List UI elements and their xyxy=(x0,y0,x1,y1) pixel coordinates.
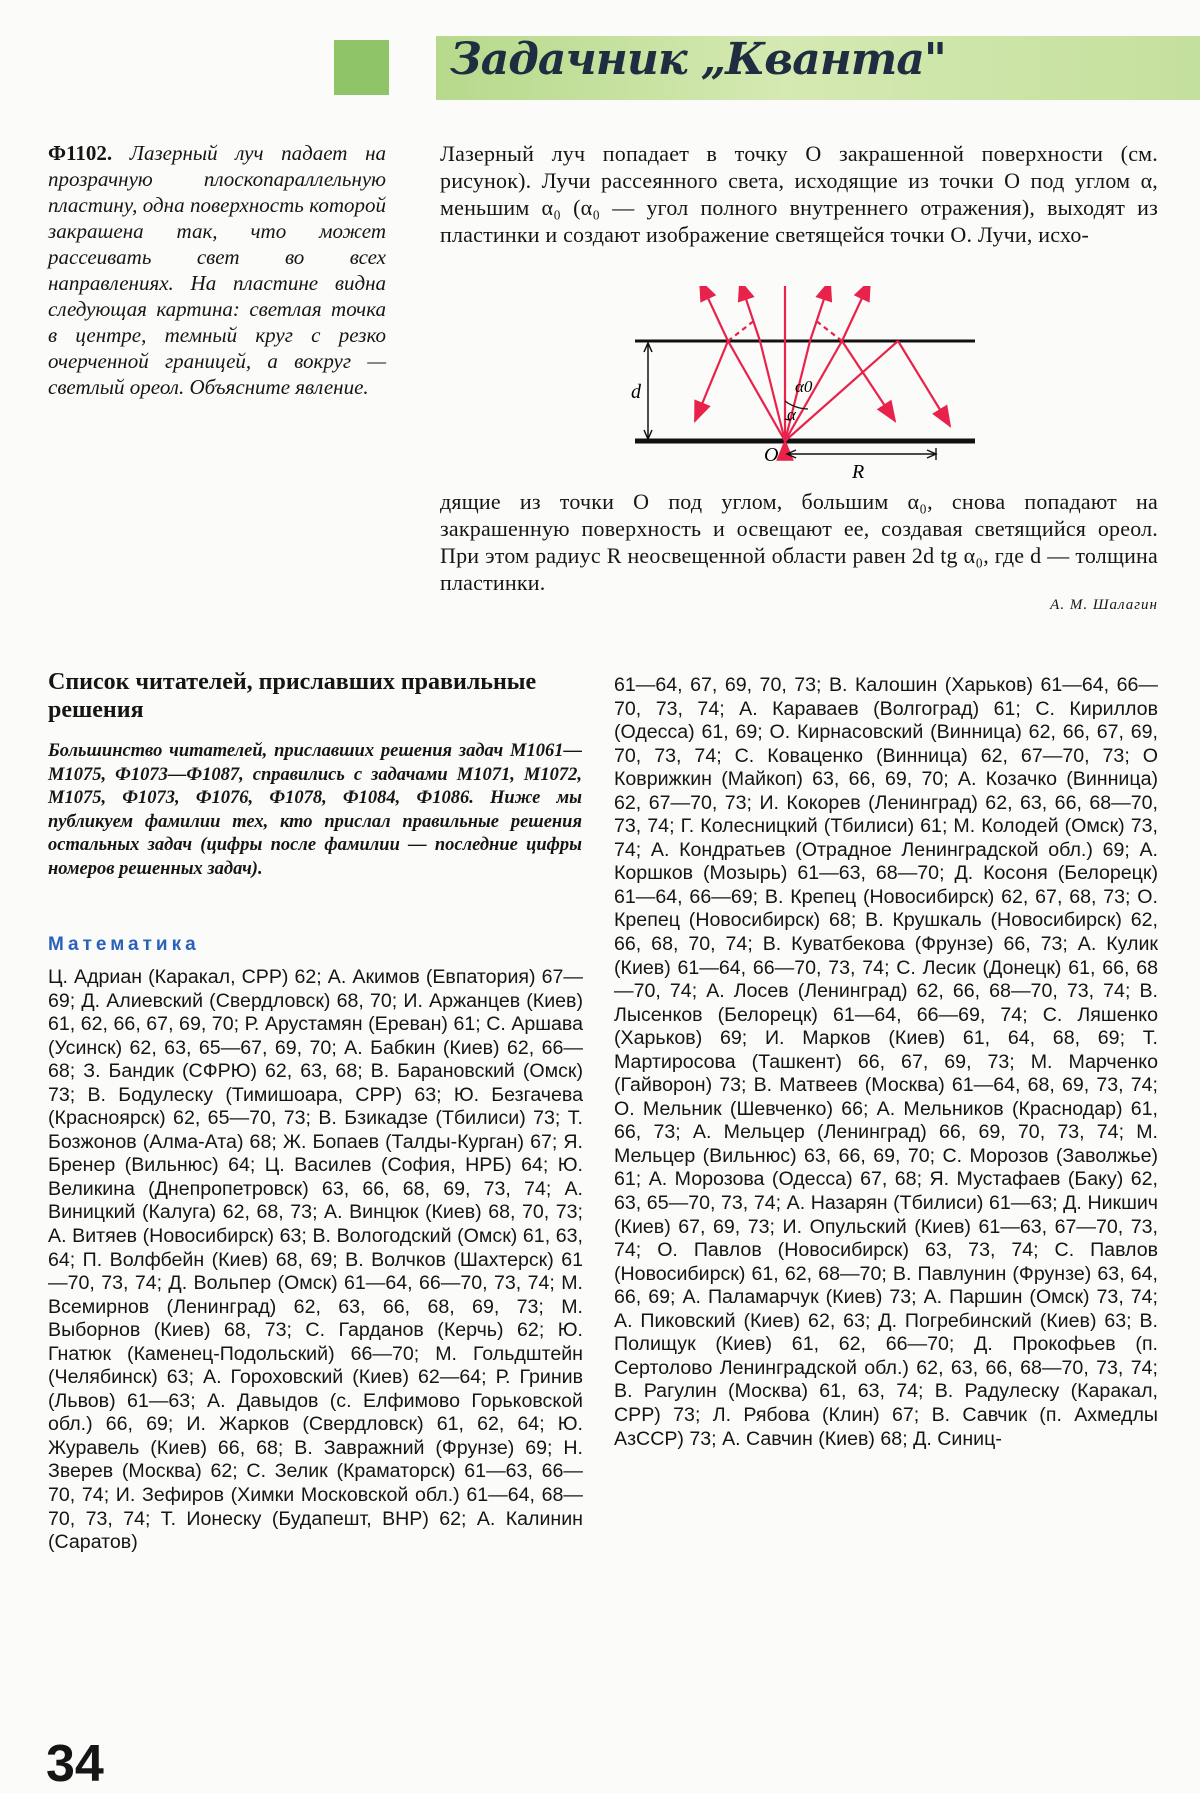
problem-text: Лазерный луч падает на прозрачную плоскопараллельную пластину, одна поверхность которой закрашена так, что может рассеивать свет во всех направлениях. На пластине видна следующая картина: светлая точка в центре, темный круг с резко очерченной границей, а вокруг — светлый ореол. Объясните явление. xyxy=(48,141,386,399)
label-d: d xyxy=(631,381,641,403)
ray-exiting-left-outer xyxy=(740,286,760,341)
label-O: O xyxy=(764,444,779,466)
figure xyxy=(600,286,980,491)
ray-exiting-right-outer xyxy=(810,286,830,341)
section-title: Задачник „Кванта" xyxy=(450,34,946,85)
ray-dashed-right xyxy=(815,320,842,341)
readers-column-right: 61—64, 67, 69, 70, 73; В. Калошин (Харьков) 61—64, 66—70, 73, 74; А. Караваев (Волгоград) 61; С. Кириллов (Одесса) 61, 69; О. Кирнасовский (Винница) 62, 66, 67, 69, 70, 73, 74; С. Коваценко (Винница) 62, 67—70, 73; О Коврижкин (Майкоп) 63, 66, 69, 70; А. Козачко (Винница) 62, 67—70, 73; И. Кокорев (Ленинград) 62, 63, 66, 68—70, 73, 74; Г. Колесницкий (Тбилиси) 61; М. Колодей (Омск) 73, 74; А. Кондратьев (Отрадное Ленинградской обл.) 69; А. Коршков (Мозырь) 61—63, 68—70; Д. Косоня (Белорецк) 61—64, 66—69; В. Крепец (Новосибирск) 62, 67, 68, 73; О. Крепец (Новосибирск) 68; В. Крушкаль (Новосибирск) 62, 66, 68, 70, 74; В. Куватбекова (Фрунзе) 66, 73; А. Кулик (Киев) 61—64, 66—70, 73, 74; С. Лесик (Донецк) 61, 66, 68—70, 74; А. Лосев (Ленинград) 62, 66, 68—70, 73, 74; В. Лысенков (Белорецк) 61—64, 66—69, 74; С. Ляшенко (Харьков) 69; И. Марков (Киев) 61, 64, 68, 69; Т. Мартиросова (Ташкент) 66, 67, 69, 73; М. Марченко (Гайворон) 73; В. Матвеев (Москва) 61—64, 68, 69, 73, 74; О. Мельник (Шевченко) 66; А. Мельников (Краснодар) 61, 66, 73; А. Мельцер (Ленинград) 66, 69, 70, 73, 74; М. Мельцер (Вильнюс) 63, 66, 69, 70; С. Морозов (Заволжье) 61; А. Морозова (Одесса) 67, 68; Я. Мустафаев (Баку) 62, 63, 65—70, 73, 74; А. Назарян (Тбилиси) 61—63; Д. Никшич (Киев) 67, 69, 73; И. Опульский (Киев) 61—63, 67—70, 73, 74; О. Павлов (Новосибирск) 63, 73, 74; С. Павлов (Новосибирск) 61, 62, 68—70; В. Павлунин (Фрунзе) 63, 64, 66, 69; А. Паламарчук (Киев) 73; А. Паршин (Омск) 73, 74; А. Пиковский (Киев) 62, 63; Д. Погребинский (Киев) 63; В. Полищук (Киев) 61, 62, 66—70; Д. Прокофьев (п. Сертолово Ленинградской обл.) 62, 63, 66, 68—70, 73, 74; В. Рагулин (Москва) 61, 63, 74; В. Радулеску (Каракал, СРР) 73; Л. Рябова (Клин) 67; В. Савчик (п. Ахмедлы АзССР) 73; А. Савчин (Киев) 68; Д. Синиц- xyxy=(614,674,1158,1450)
readers-list-intro: Большинство читателей, приславших решения задач М1061—М1075, Ф1073—Ф1087, справились с задачами М1071, М1072, М1075, Ф1073, Ф1076, Ф1078, Ф1084, Ф1086. Ниже мы публикуем фамилии тех, кто прислал правильные решения остальных задач (цифры после фамилии — последние цифры номеров решенных задач). xyxy=(48,741,582,879)
ray-reflected-right-down xyxy=(842,341,895,421)
ray-reflected-left-down xyxy=(695,341,728,421)
ray-reflected-right-up xyxy=(785,341,842,441)
problem-number: Ф1102. xyxy=(48,141,113,165)
ray-escaping-left xyxy=(700,286,728,341)
ray-escaping-right xyxy=(842,286,870,341)
problem-statement xyxy=(48,140,386,400)
label-R: R xyxy=(852,461,865,483)
ray-dashed-left xyxy=(728,320,755,341)
readers-list-title: Список читателей, приславших правильные решения xyxy=(48,669,537,723)
ray-reflected-left-up xyxy=(728,341,785,441)
header-green-block xyxy=(334,40,389,95)
ray-diagram xyxy=(600,286,980,486)
ray-far-right-down xyxy=(898,341,950,426)
math-section-heading: Математика xyxy=(48,934,200,955)
page-number: 34 xyxy=(46,1735,104,1793)
label-alpha0: α0 xyxy=(795,377,813,396)
solution-part-2: дящие из точки O под углом, большим α₀, снова попадают на закрашенную поверхность и освещают ее, создавая светящийся ореол. При этом радиус R неосвещенной области равен 2d tg α₀, где d — толщина пластинки. xyxy=(440,489,1158,595)
ray-exiting-left-inner xyxy=(760,341,785,441)
label-alpha: α xyxy=(787,405,796,424)
solution-part-1: Лазерный луч попадает в точку O закрашенной поверхности (см. рисунок). Лучи рассеянного света, исходящие из точки O под углом α, меньшим α₀ (α₀ — угол полного внутреннего отражения), выходят из пластинки и создают изображение светящейся точки O. Лучи, исхо- xyxy=(440,141,1158,247)
solution-author: А. М. Шалагин xyxy=(1050,597,1158,613)
readers-column-left: Ц. Адриан (Каракал, СРР) 62; А. Акимов (Евпатория) 67—69; Д. Алиевский (Свердловск) 68, 70; И. Аржанцев (Киев) 61, 62, 66, 67, 69, 70; Р. Арустамян (Ереван) 61; С. Аршава (Усинск) 62, 63, 65—67, 69, 70; А. Бабкин (Киев) 62, 66—68; З. Бандик (СФРЮ) 62, 63, 68; В. Барановский (Омск) 73; В. Бодулеску (Тимишоара, СРР) 63; Ю. Безгачева (Красноярск) 62, 65—70, 73; В. Бзикадзе (Тбилиси) 73; Т. Бозжонов (Алма-Ата) 68; Ж. Бопаев (Талды-Курган) 67; Я. Бренер (Вильнюс) 64; Ц. Василев (София, НРБ) 64; Ю. Великина (Днепропетровск) 63, 66, 68, 69, 73, 74; А. Виницкий (Калуга) 62, 68, 73; А. Винцюк (Киев) 68, 70, 73; А. Витяев (Новосибирск) 63; В. Вологодский (Омск) 61, 63, 64; П. Волфбейн (Киев) 68, 69; В. Волчков (Шахтерск) 61—70, 73, 74; Д. Вольпер (Омск) 61—64, 66—70, 73, 74; М. Всемирнов (Ленинград) 62, 63, 66, 68, 69, 73; М. Выборнов (Киев) 68, 73; С. Гарданов (Керчь) 62; Ю. Гнатюк (Каменец-Подольский) 66—70; М. Гольдштейн (Челябинск) 63; А. Гороховский (Киев) 62—64; Р. Гринив (Львов) 61—63; А. Давыдов (с. Елфимово Горьковской обл.) 66, 69; И. Жарков (Свердловск) 61, 62, 64; Ю. Журавель (Киев) 66, 68; В. Завражний (Фрунзе) 69; Н. Зверев (Москва) 62; С. Зелик (Краматорск) 61—63, 66—70, 74; И. Зефиров (Химки Московской обл.) 61—64, 68—70, 73, 74; Т. Ионеску (Будапешт, ВНР) 62; А. Калинин (Саратов) xyxy=(48,966,583,1554)
